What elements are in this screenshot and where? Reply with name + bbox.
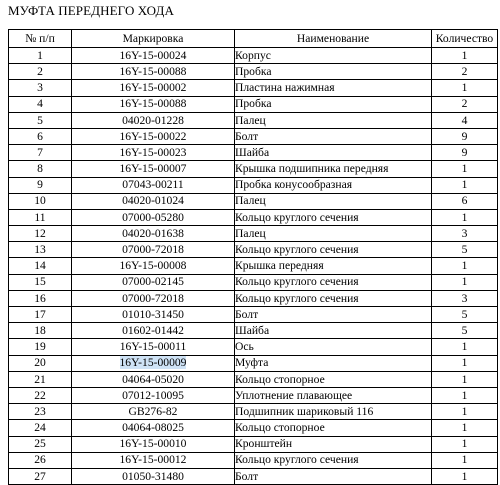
- cell-quantity: 2: [432, 64, 498, 80]
- cell-marking: 04020-01638: [72, 226, 235, 242]
- table-row: [9, 468, 498, 484]
- table-row: [9, 355, 498, 371]
- cell-marking: 07000-02145: [72, 274, 235, 290]
- cell-name: Подшипник шариковый 116: [235, 404, 432, 420]
- cell-number: 6: [9, 128, 72, 144]
- cell-number: 4: [9, 96, 72, 112]
- table-row: [9, 387, 498, 403]
- table-row: [9, 404, 498, 420]
- cell-name: Муфта: [235, 355, 432, 371]
- cell-quantity: 1: [432, 404, 498, 420]
- table-row: [9, 323, 498, 339]
- table-row: [9, 177, 498, 193]
- cell-number: 2: [9, 64, 72, 80]
- cell-number: 7: [9, 145, 72, 161]
- cell-number: 5: [9, 112, 72, 128]
- cell-name: Крышка передняя: [235, 258, 432, 274]
- cell-name: Кольцо стопорное: [235, 420, 432, 436]
- table-row: [9, 193, 498, 209]
- cell-number: 16: [9, 290, 72, 306]
- cell-name: Кольцо круглого сечения: [235, 274, 432, 290]
- cell-marking: 16Y-15-00022: [72, 128, 235, 144]
- cell-name: Кольцо стопорное: [235, 371, 432, 387]
- cell-marking: 16Y-15-00011: [72, 339, 235, 355]
- cell-marking: 07012-10095: [72, 387, 235, 403]
- document-title: МУФТА ПЕРЕДНЕГО ХОДА: [8, 3, 174, 18]
- cell-number: 8: [9, 161, 72, 177]
- highlighted-marking: 16Y-15-00009: [119, 356, 187, 370]
- cell-quantity: 1: [432, 48, 498, 64]
- table-row: [9, 80, 498, 96]
- cell-name: Кольцо круглого сечения: [235, 290, 432, 306]
- cell-quantity: 4: [432, 112, 498, 128]
- cell-quantity: 1: [432, 452, 498, 468]
- cell-name: Болт: [235, 468, 432, 484]
- cell-quantity: 2: [432, 96, 498, 112]
- cell-quantity: 1: [432, 80, 498, 96]
- table-row: [9, 242, 498, 258]
- table-row: [9, 420, 498, 436]
- table-row: [9, 307, 498, 323]
- cell-name: Кольцо круглого сечения: [235, 242, 432, 258]
- cell-quantity: 3: [432, 290, 498, 306]
- cell-name: Болт: [235, 307, 432, 323]
- cell-marking: 04064-08025: [72, 420, 235, 436]
- cell-quantity: 1: [432, 177, 498, 193]
- table-row: [9, 436, 498, 452]
- table-row: [9, 209, 498, 225]
- cell-quantity: 9: [432, 128, 498, 144]
- cell-marking: 16Y-15-00010: [72, 436, 235, 452]
- cell-marking: 16Y-15-00007: [72, 161, 235, 177]
- cell-number: 24: [9, 420, 72, 436]
- table-row: [9, 258, 498, 274]
- column-header-quantity: Количество: [432, 30, 498, 48]
- cell-number: 22: [9, 387, 72, 403]
- table-row: [9, 112, 498, 128]
- cell-quantity: 1: [432, 420, 498, 436]
- cell-quantity: 1: [432, 339, 498, 355]
- cell-marking: 16Y-15-00024: [72, 48, 235, 64]
- cell-number: 23: [9, 404, 72, 420]
- cell-name: Кольцо круглого сечения: [235, 209, 432, 225]
- cell-marking: 04020-01228: [72, 112, 235, 128]
- cell-marking: 01050-31480: [72, 468, 235, 484]
- cell-name: Пластина нажимная: [235, 80, 432, 96]
- table-row: [9, 226, 498, 242]
- cell-name: Болт: [235, 128, 432, 144]
- cell-marking: GB276-82: [72, 404, 235, 420]
- cell-number: 19: [9, 339, 72, 355]
- cell-number: 18: [9, 323, 72, 339]
- table-row: [9, 96, 498, 112]
- cell-number: 10: [9, 193, 72, 209]
- cell-quantity: 3: [432, 226, 498, 242]
- cell-marking: 07000-05280: [72, 209, 235, 225]
- cell-quantity: 1: [432, 355, 498, 371]
- cell-name: Палец: [235, 193, 432, 209]
- cell-marking: 16Y-15-00088: [72, 64, 235, 80]
- cell-number: 25: [9, 436, 72, 452]
- cell-name: Крышка подшипника передняя: [235, 161, 432, 177]
- cell-name: Кольцо круглого сечения: [235, 452, 432, 468]
- cell-number: 26: [9, 452, 72, 468]
- cell-quantity: 1: [432, 371, 498, 387]
- cell-quantity: 1: [432, 274, 498, 290]
- cell-quantity: 9: [432, 145, 498, 161]
- column-header-marking: Маркировка: [72, 30, 235, 48]
- table-row: [9, 161, 498, 177]
- cell-name: Уплотнение плавающее: [235, 387, 432, 403]
- cell-number: 17: [9, 307, 72, 323]
- column-header-number: № п/п: [9, 30, 72, 48]
- cell-name: Шайба: [235, 323, 432, 339]
- table-row: [9, 48, 498, 64]
- table-row: [9, 290, 498, 306]
- cell-name: Шайба: [235, 145, 432, 161]
- table-row: [9, 64, 498, 80]
- cell-quantity: 1: [432, 161, 498, 177]
- cell-marking: 01602-01442: [72, 323, 235, 339]
- cell-name: Корпус: [235, 48, 432, 64]
- cell-name: Палец: [235, 226, 432, 242]
- cell-quantity: 6: [432, 193, 498, 209]
- cell-name: Пробка: [235, 64, 432, 80]
- cell-marking: [72, 355, 235, 371]
- cell-quantity: 5: [432, 242, 498, 258]
- cell-marking: 16Y-15-00012: [72, 452, 235, 468]
- cell-number: 9: [9, 177, 72, 193]
- table-row: [9, 145, 498, 161]
- cell-marking: 07000-72018: [72, 290, 235, 306]
- cell-marking: 01010-31450: [72, 307, 235, 323]
- cell-name: Палец: [235, 112, 432, 128]
- cell-number: 3: [9, 80, 72, 96]
- table-row: [9, 128, 498, 144]
- cell-quantity: 1: [432, 209, 498, 225]
- table-body: [9, 48, 498, 485]
- cell-number: 11: [9, 209, 72, 225]
- table-header-row: [9, 30, 498, 48]
- cell-quantity: 5: [432, 307, 498, 323]
- table-row: [9, 274, 498, 290]
- cell-name: Кронштейн: [235, 436, 432, 452]
- cell-marking: 16Y-15-00002: [72, 80, 235, 96]
- cell-number: 27: [9, 468, 72, 484]
- cell-number: 15: [9, 274, 72, 290]
- table-row: [9, 339, 498, 355]
- cell-marking: 16Y-15-00008: [72, 258, 235, 274]
- cell-marking: 07000-72018: [72, 242, 235, 258]
- cell-quantity: 1: [432, 468, 498, 484]
- cell-marking: 07043-00211: [72, 177, 235, 193]
- cell-marking: 16Y-15-00088: [72, 96, 235, 112]
- cell-quantity: 1: [432, 436, 498, 452]
- parts-table: [8, 29, 498, 485]
- cell-name: Пробка: [235, 96, 432, 112]
- cell-number: 1: [9, 48, 72, 64]
- cell-number: 20: [9, 355, 72, 371]
- cell-marking: 04064-05020: [72, 371, 235, 387]
- cell-quantity: 1: [432, 387, 498, 403]
- cell-quantity: 5: [432, 323, 498, 339]
- cell-number: 12: [9, 226, 72, 242]
- cell-name: Пробка конусообразная: [235, 177, 432, 193]
- cell-marking: 04020-01024: [72, 193, 235, 209]
- table-row: [9, 371, 498, 387]
- cell-number: 13: [9, 242, 72, 258]
- cell-number: 14: [9, 258, 72, 274]
- cell-number: 21: [9, 371, 72, 387]
- cell-name: Ось: [235, 339, 432, 355]
- cell-quantity: 1: [432, 258, 498, 274]
- cell-marking: 16Y-15-00023: [72, 145, 235, 161]
- column-header-name: Наименование: [235, 30, 432, 48]
